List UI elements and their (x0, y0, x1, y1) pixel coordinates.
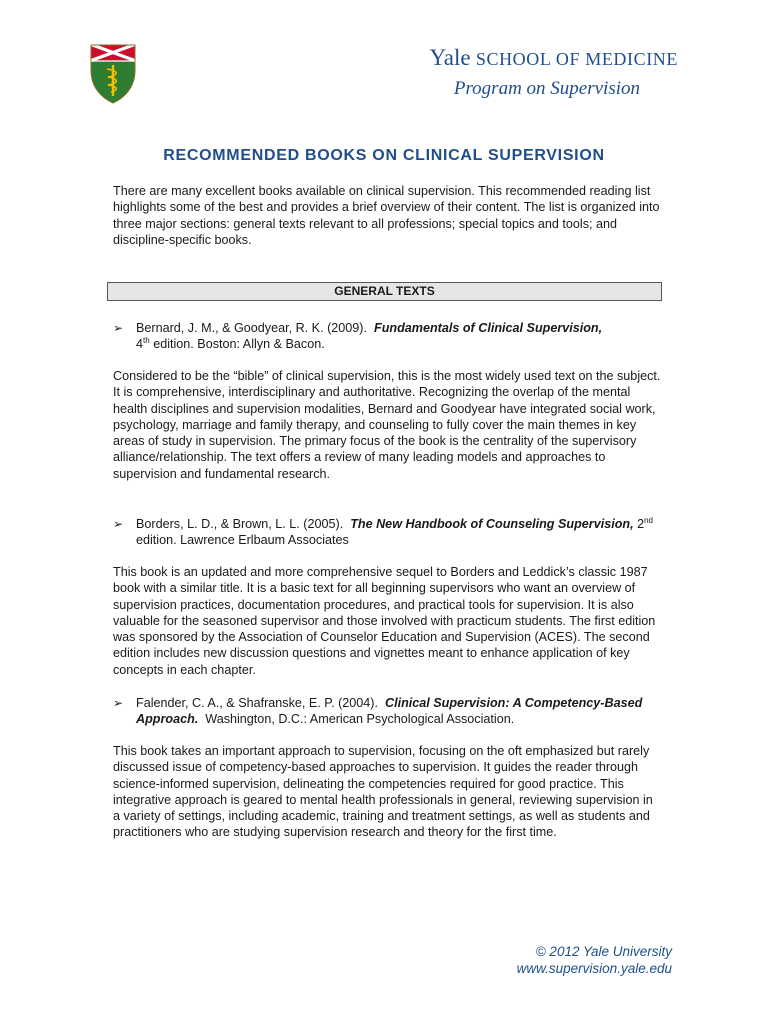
brand-yale: Yale (429, 45, 471, 70)
brand-header (429, 45, 678, 101)
intro-paragraph: There are many excellent books available on clinical supervision. This recommended reading list highlights some of the best and provides a brief overview of their content. The list is organized into three major sections: general texts relevant to all professions; special topics and tools; and discipline-specific books. (113, 184, 660, 247)
book-title: Clinical Supervision: A Competency-Based Approach. (136, 696, 643, 727)
book-publication: edition. Lawrence Erlbaum Associates (136, 533, 349, 548)
book-title: The New Handbook of Counseling Supervision, (350, 517, 634, 531)
bullet-arrow-icon: ➢ (113, 696, 124, 710)
copyright-text: © 2012 Yale University (535, 944, 672, 959)
book-edition-suffix: nd (644, 515, 654, 525)
book-edition-number: 4 (136, 337, 144, 352)
book-publication: Washington, D.C.: American Psychological Association. (205, 712, 515, 727)
book-entry-3 (113, 695, 663, 728)
page-footer (517, 943, 672, 977)
yale-shield-icon (90, 44, 136, 104)
book-authors: Falender, C. A., & Shafranske, E. P. (2004). (136, 696, 378, 710)
book-entry-2 (113, 516, 663, 549)
book-title: Fundamentals of Clinical Supervision, (374, 321, 603, 335)
book-authors: Borders, L. D., & Brown, L. L. (2005). (136, 517, 344, 531)
bullet-arrow-icon: ➢ (113, 517, 124, 531)
book-publication: edition. Boston: Allyn & Bacon. (153, 337, 325, 352)
program-name: Program on Supervision (453, 78, 640, 99)
page-title: RECOMMENDED BOOKS ON CLINICAL SUPERVISION (163, 147, 605, 164)
section-header-general-texts: GENERAL TEXTS (107, 282, 662, 301)
book-authors: Bernard, J. M., & Goodyear, R. K. (2009). (136, 321, 367, 335)
book-description-2: This book is an updated and more comprehensive sequel to Borders and Leddick’s classic 1987 book with a similar title. It is a basic text for all beginning supervisors who want an overview of supervision practices, documentation procedures, and practical tools for supervision. It is also valuable for the seasoned supervisor and those involved with practicum students. The first edition was sponsored by the Association of Counselor Education and Supervision (ACES). The second edition includes new discussion questions and vignettes meant to enhance application of key concepts in each chapter. (113, 565, 656, 677)
book-edition-suffix: th (143, 336, 150, 346)
brand-school: SCHOOL OF MEDICINE (475, 49, 678, 69)
bullet-arrow-icon: ➢ (113, 321, 124, 335)
website-link[interactable]: www.supervision.yale.edu (516, 961, 672, 976)
book-edition-number: 2 (637, 517, 645, 531)
book-description-3: This book takes an important approach to supervision, focusing on the oft emphasized but rarely discussed issue of competency-based approaches to supervision. It guides the reader through science-informed supervision, delineating the competencies required for good practice. This integrative approach is geared to mental health professionals in general, reviewing supervision in a variety of settings, including academic, training and treatment settings, as well as students and practitioners who are studying supervision research and theory for the first time. (113, 744, 653, 840)
book-description-1: Considered to be the “bible” of clinical supervision, this is the most widely used text on the subject. It is comprehensive, interdisciplinary and authoritative. Recognizing the overlap of the mental health disciplines and supervision modalities, Bernard and Goodyear have integrated social work, psychology, marriage and family therapy, and counseling to fully cover the main themes in key areas of study in supervision. The primary focus of the book is the centrality of the supervisory alliance/relationship. The text offers a review of many leading models and approaches to supervision and fundamental research. (113, 369, 661, 481)
book-entry-1 (113, 320, 663, 353)
brand-name (429, 45, 678, 72)
